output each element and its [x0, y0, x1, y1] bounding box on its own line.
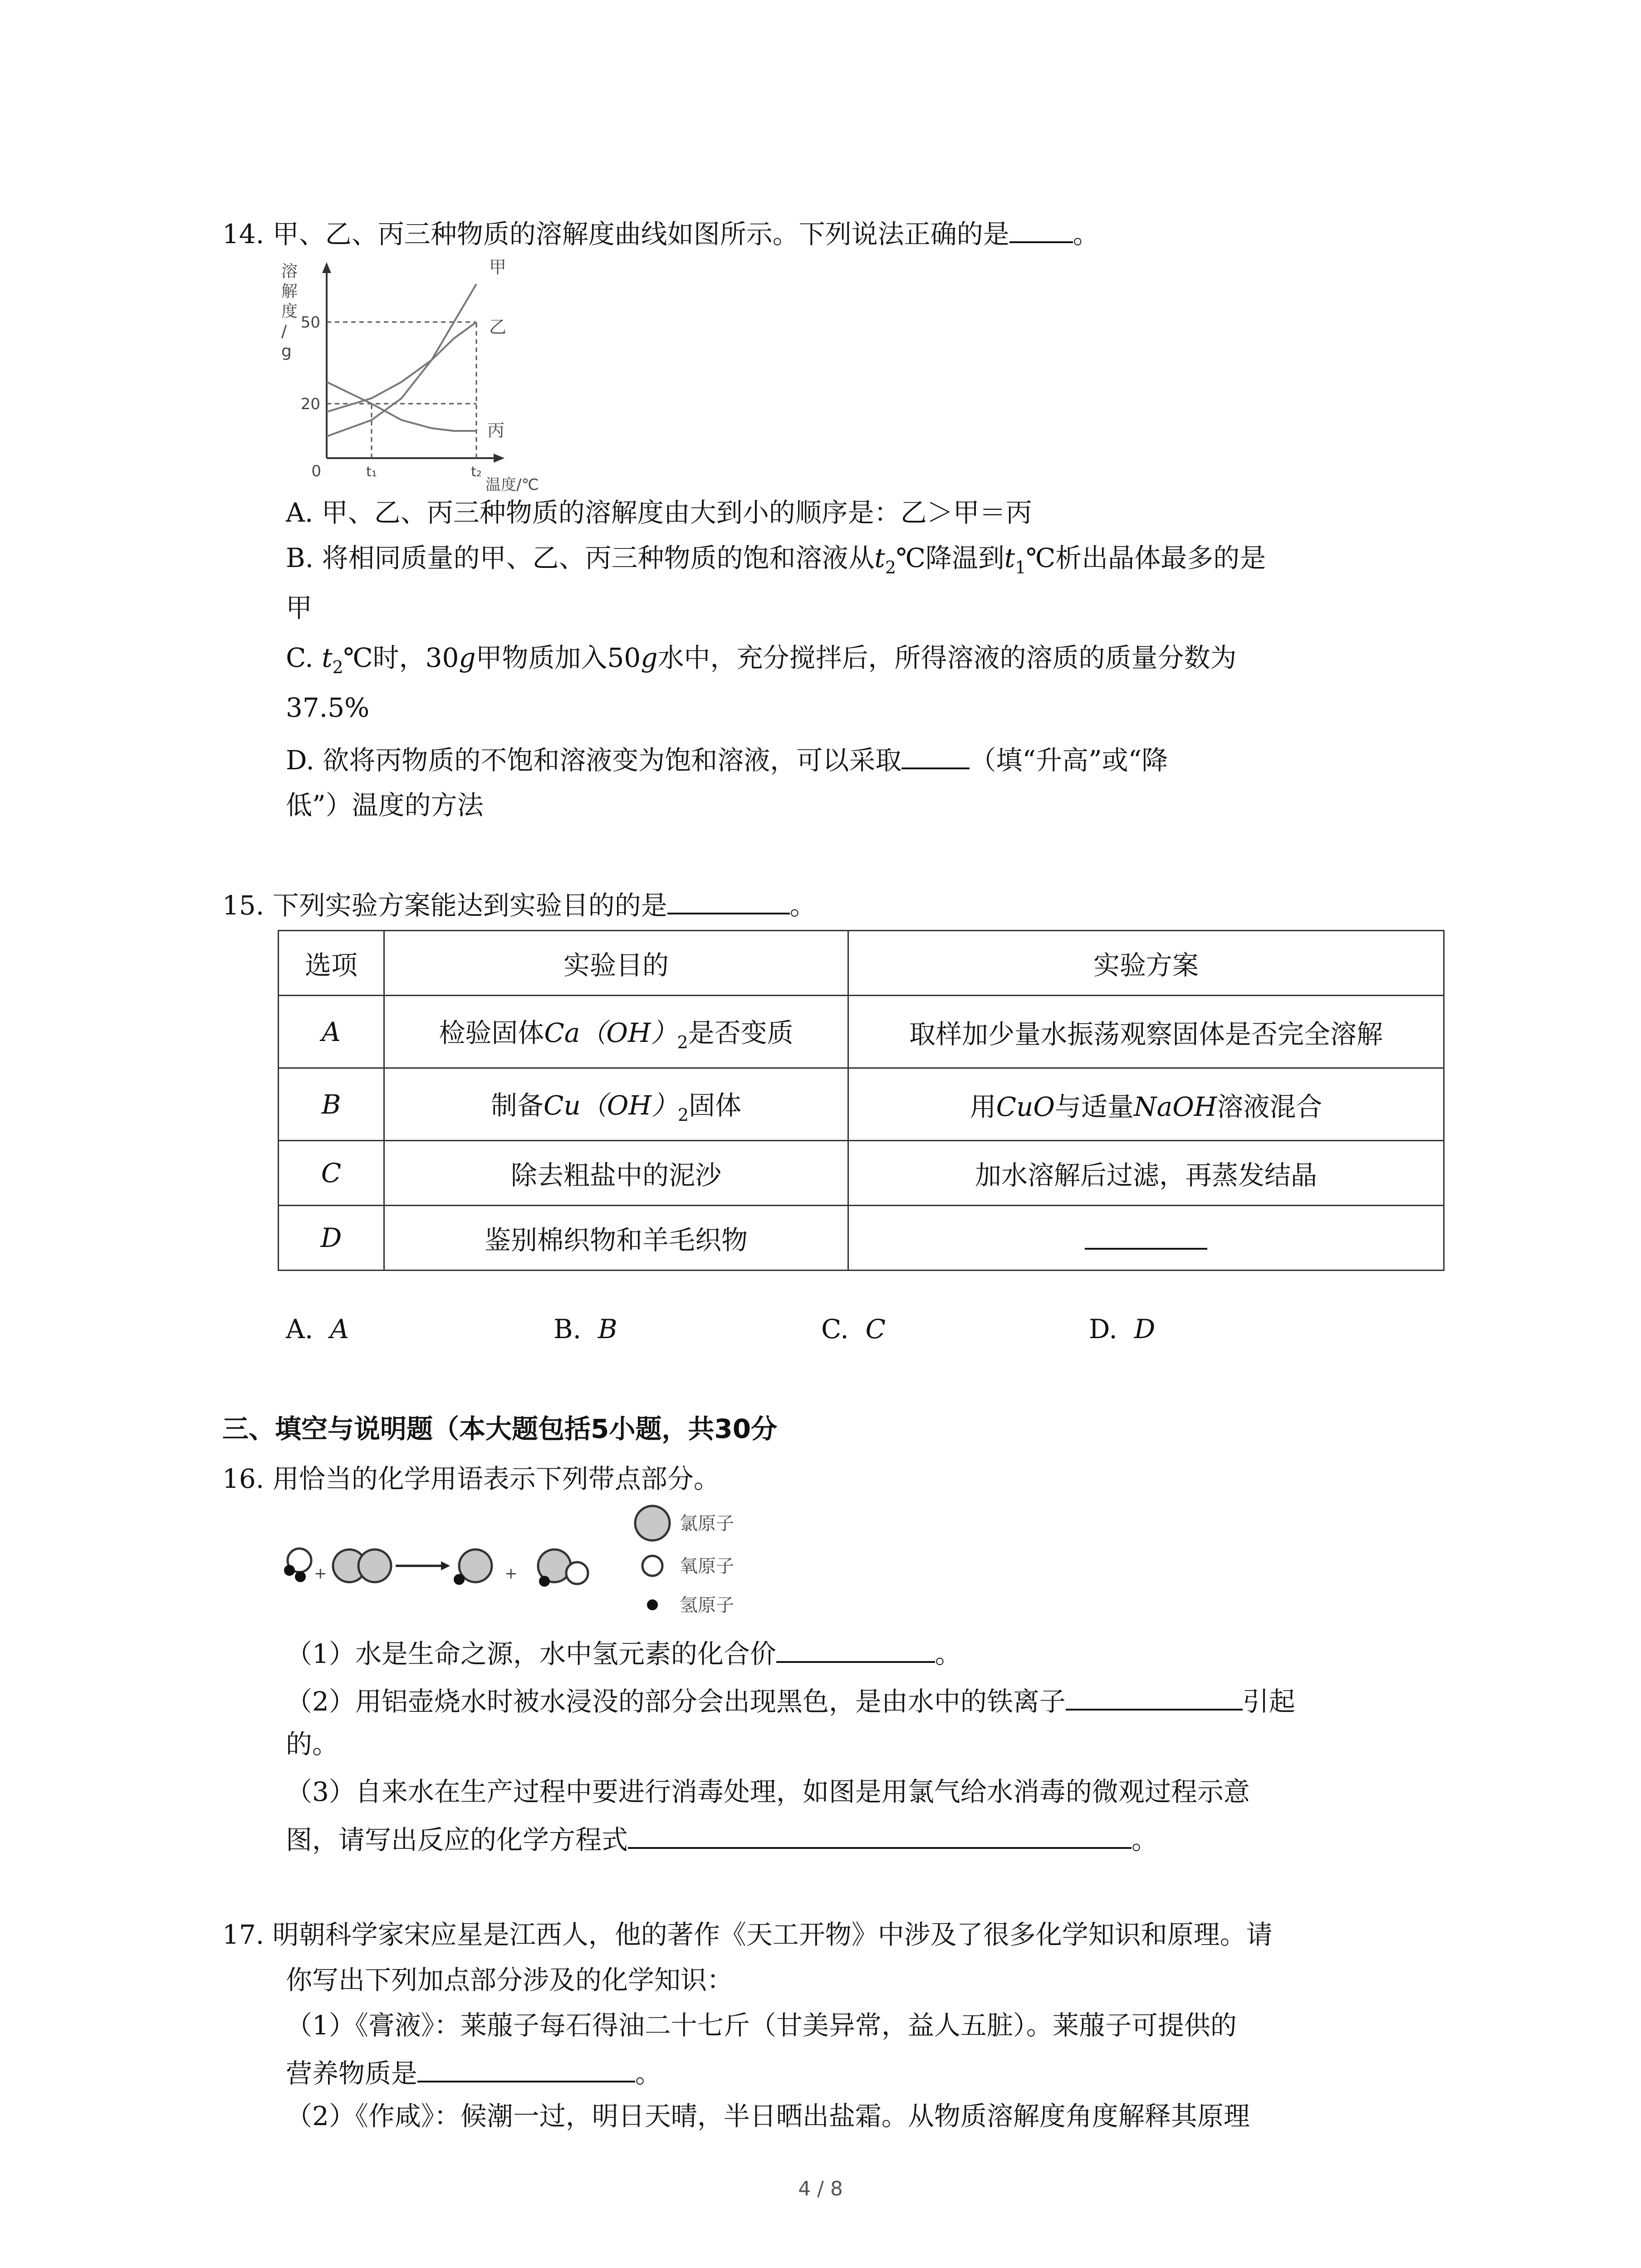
q16-p1-blank[interactable]: [776, 1633, 935, 1663]
goal-cell: 检验固体$Ca(OH)_2$是否变质: [384, 996, 848, 1068]
q15-stem: 15. 下列实验方案能达到实验目的的是 。: [222, 885, 816, 924]
plan-cell[interactable]: [848, 1206, 1444, 1271]
legend-hydrogen-label: 氢原子: [680, 1595, 734, 1616]
q16-part3: （3）自来水在生产过程中要进行消毒处理，如图是用氯气给水消毒的微观过程示意: [286, 1776, 1250, 1807]
q16-part3-cont: 图，请写出反应的化学方程式 。: [286, 1819, 1158, 1858]
q15-choice-a[interactable]: A. A: [286, 1314, 349, 1344]
plan-cell: 用CuO与适量NaOH溶液混合: [848, 1068, 1444, 1141]
q15-choice-b[interactable]: B. B: [554, 1314, 617, 1344]
q17-part1-cont: 营养物质是 。: [286, 2053, 661, 2092]
curve-label: 甲: [489, 259, 507, 277]
y-tick-label: 20: [300, 395, 320, 413]
x-tick-label: t₂: [471, 464, 482, 480]
q17-stem-cont: 你写出下列加点部分涉及的化学知识：: [286, 1965, 734, 1995]
q14-option-d-cont: 低”）温度的方法: [286, 790, 484, 821]
goal-cell: 鉴别棉织物和羊毛织物: [384, 1206, 848, 1271]
goal-cell: 制备$Cu(OH)_2$固体: [384, 1068, 848, 1141]
q16-part1: （1）水是生命之源，水中氢元素的化合价 。: [286, 1633, 961, 1672]
q16-part2: （2）用铝壶烧水时被水浸没的部分会出现黑色，是由水中的铁离子 引起: [286, 1681, 1295, 1720]
curve-3: [327, 382, 476, 431]
table-row: [279, 1068, 1444, 1141]
q14-option-b: B. 将相同质量的甲、乙、丙三种物质的饱和溶液从$t_2℃$降温到$t_1℃$析出晶体最多的是: [286, 543, 1266, 577]
table-row: [279, 1141, 1444, 1206]
q14-option-d: D. 欲将丙物质的不饱和溶液变为饱和溶液，可以采取 （填“升高”或“降: [286, 739, 1168, 778]
q16-equation-blank[interactable]: [628, 1819, 1132, 1849]
q17-p1-blank[interactable]: [417, 2053, 635, 2082]
q15-choice-d[interactable]: D. D: [1089, 1314, 1156, 1344]
option-cell: D: [279, 1206, 384, 1271]
x-axis-label: 温度/℃: [485, 476, 539, 494]
solubility-chart: [272, 259, 563, 494]
q14-option-b-cont: 甲: [286, 592, 313, 623]
table-header-cell: 选项: [279, 931, 384, 996]
table-row: [279, 1206, 1444, 1271]
y-axis-label: 溶: [281, 262, 298, 281]
section-heading: 三、填空与说明题（本大题包括5小题，共30分: [222, 1413, 778, 1444]
option-cell: B: [279, 1068, 384, 1141]
q15-answer-blank[interactable]: [667, 885, 790, 914]
table-header-row: [279, 931, 1444, 996]
q17-part2: （2）《作咸》：候潮一过，明日天晴，半日晒出盐霜。从物质溶解度角度解释其原理: [286, 2101, 1250, 2131]
y-axis-arrow: [322, 262, 331, 273]
goal-cell: 除去粗盐中的泥沙: [384, 1141, 848, 1206]
q14-stem: 14. 甲、乙、丙三种物质的溶解度曲线如图所示。下列说法正确的是 。: [222, 213, 1099, 252]
q15-choice-c[interactable]: C. C: [821, 1314, 886, 1344]
q14-option-c-cont: 37.5%: [286, 692, 370, 723]
reaction-diagram: [272, 1501, 771, 1637]
q16-part2-cont: 的。: [286, 1729, 339, 1760]
plan-cell: 取样加少量水振荡观察固体是否完全溶解: [848, 996, 1444, 1068]
table-header-cell: 实验方案: [848, 931, 1444, 996]
y-axis-label: /: [281, 322, 287, 341]
y-axis-label: 解: [281, 282, 298, 301]
q14-option-c: C. $t_2℃$时，30g甲物质加入50g水中，充分搅拌后，所得溶液的溶质的质量分数为: [286, 642, 1237, 677]
q16-stem: 16. 用恰当的化学用语表示下列带点部分。: [222, 1463, 720, 1494]
plus-sign: +: [505, 1564, 518, 1583]
y-axis-label: g: [281, 342, 292, 361]
q14-d-blank[interactable]: [901, 739, 970, 769]
y-tick-label: 50: [300, 313, 320, 332]
origin-label: 0: [311, 462, 321, 480]
y-axis-label: 度: [281, 302, 298, 321]
plus-sign: +: [314, 1564, 327, 1583]
q17-part1: （1）《膏液》：莱菔子每石得油二十七斤（甘美异常，益人五脏）。莱菔子可提供的: [286, 2010, 1237, 2041]
curve-label: 丙: [487, 420, 505, 440]
q15-d-blank[interactable]: [1085, 1220, 1207, 1250]
q15-options-table: [278, 930, 1445, 1271]
legend-hydrogen: [647, 1599, 658, 1610]
legend-chlorine: [635, 1506, 670, 1540]
page-number: 4 / 8: [798, 2177, 843, 2200]
table-header-cell: 实验目的: [384, 931, 848, 996]
x-axis-arrow: [494, 454, 505, 463]
plan-cell: 加水溶解后过滤，再蒸发结晶: [848, 1141, 1444, 1206]
curve-label: 乙: [489, 317, 507, 337]
table-row: [279, 996, 1444, 1068]
legend-oxygen: [642, 1556, 662, 1576]
curve-1: [327, 284, 476, 436]
q14-answer-blank[interactable]: [1009, 213, 1073, 243]
legend-oxygen-label: 氧原子: [680, 1556, 734, 1577]
q16-p2-blank[interactable]: [1066, 1681, 1243, 1711]
x-tick-label: t₁: [366, 464, 377, 480]
q14-option-a: A. 甲、乙、丙三种物质的溶解度由大到小的顺序是：乙＞甲＝丙: [286, 497, 1032, 528]
q17-stem: 17. 明朝科学家宋应星是江西人，他的著作《天工开物》中涉及了很多化学知识和原理。请: [222, 1919, 1273, 1950]
option-cell: C: [279, 1141, 384, 1206]
option-cell: A: [279, 996, 384, 1068]
legend-chlorine-label: 氯原子: [680, 1513, 734, 1534]
